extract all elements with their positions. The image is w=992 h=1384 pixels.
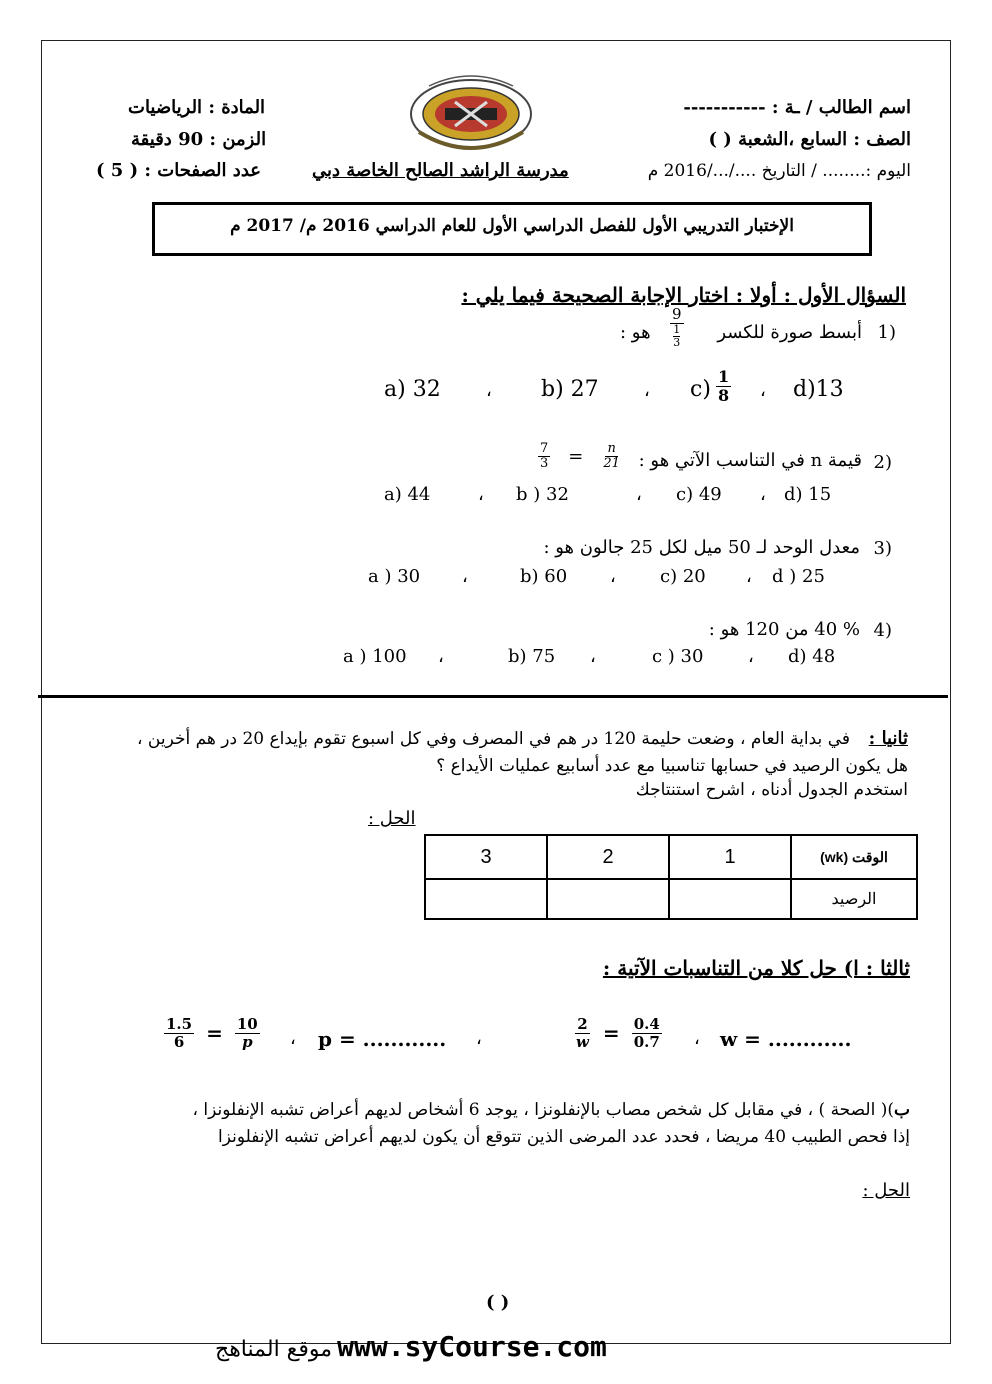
school-logo	[405, 72, 537, 152]
separator: ،	[610, 566, 616, 587]
table-row	[425, 879, 917, 919]
q1-heading: السؤال الأول : أولا : اختار الإجابة الصحيحة فيما يلي :	[461, 283, 906, 307]
q1-item2-f1-num: 7	[540, 441, 549, 456]
footer-url[interactable]: www.syCourse.com	[337, 1330, 607, 1363]
q1-item1-option-c: c)	[690, 377, 711, 402]
grade-section: الصف : السابع ،الشعبة ( )	[708, 129, 911, 150]
separator: ،	[438, 646, 444, 667]
q1-item1-frac-den-den: 3	[673, 335, 681, 349]
p1-a-num: 1.5	[166, 1015, 193, 1033]
q1-item1-frac-num: 9	[672, 305, 682, 323]
school-name: مدرسة الراشد الصالح الخاصة دبي	[312, 160, 569, 181]
q1-item2-f2-den: 21	[603, 456, 620, 472]
p-answer[interactable]: p = ............	[318, 1027, 447, 1051]
q1-item1-option-b: b) 27	[541, 377, 599, 402]
table-cell[interactable]	[547, 879, 669, 919]
q1-item2-option-d: d) 15	[784, 484, 832, 505]
table-cell[interactable]: 2	[547, 835, 669, 879]
q1-item3-num: 3)	[873, 538, 892, 559]
q2-line3: استخدم الجدول أدناه ، اشرح استنتاجك	[635, 780, 908, 800]
q2-solution-label: الحل :	[368, 808, 416, 829]
q1-item4-num: 4)	[873, 620, 892, 641]
student-name: اسم الطالب / ـة : -----------	[683, 97, 911, 118]
q1-item1-option-c-num: 1	[718, 367, 730, 386]
p1-b-den: p	[242, 1032, 253, 1051]
time-label-cell: الوقت (wk)	[791, 835, 917, 879]
p2-a-den: w	[576, 1032, 589, 1051]
balance-label-cell: الرصيد	[791, 879, 917, 919]
q1-item4-option-d: d) 48	[788, 646, 836, 667]
section-divider	[38, 695, 948, 698]
q2-line1: في بداية العام ، وضعت حليمة 120 در هم في المصرف وفي كل اسبوع تقوم بإيداع 20 در هم أخرين ،	[137, 729, 850, 749]
q1-item2-proportion	[538, 442, 622, 472]
p1-a-den: 6	[173, 1032, 185, 1051]
separator: ،	[746, 566, 752, 587]
page-number: ( )	[486, 1292, 510, 1313]
q3-proportion-1	[164, 1016, 260, 1050]
q1-item4-option-b: b) 75	[508, 646, 556, 667]
p2-a-num: 2	[577, 1015, 588, 1033]
q1-item1-option-c-fraction	[716, 368, 731, 404]
equals-sign: =	[568, 446, 584, 468]
page-count: عدد الصفحات : ( 5 )	[96, 160, 262, 181]
q1-item1-option-d: d)13	[793, 377, 844, 402]
separator: ،	[478, 484, 484, 505]
exam-time: الزمن : 90 دقيقة	[131, 129, 267, 150]
q1-item1-option-c-den: 8	[718, 385, 730, 405]
equals-sign: =	[602, 1021, 620, 1045]
q1-item1-num: 1)	[877, 322, 896, 343]
q1-item3-option-a: a ) 30	[368, 566, 421, 587]
separator: ،	[760, 484, 766, 505]
q1-item1-tail: هو :	[620, 322, 651, 343]
w-answer[interactable]: w = ............	[720, 1027, 852, 1051]
separator: ،	[486, 380, 492, 401]
q2-line2: هل يكون الرصيد في حسابها تناسبيا مع عدد أسابيع عمليات الأيداع ؟	[436, 756, 908, 776]
table-cell[interactable]: 3	[425, 835, 547, 879]
q1-item2-option-c: c) 49	[676, 484, 722, 505]
subject: المادة : الرياضيات	[128, 97, 266, 118]
table-cell[interactable]	[425, 879, 547, 919]
q3-part-b-text1: )( الصحة ) ، في مقابل كل شخص مصاب بالإنفلونزا ، يوجد 6 أشخاص لديهم أعراض تشبه الإنفلونزا ،	[192, 1100, 894, 1120]
separator: ،	[290, 1028, 296, 1049]
footer-arabic: موقع المناهج	[215, 1337, 333, 1362]
q1-item4-text: % 40 من 120 هو :	[708, 619, 860, 640]
separator: ،	[476, 1028, 482, 1049]
footer	[215, 1330, 607, 1363]
q1-item3-option-d: d ) 25	[772, 566, 825, 587]
q1-item2-f1-den: 3	[540, 456, 549, 472]
day-date: اليوم :........ / التاريخ ..../.../2016 م	[647, 161, 911, 181]
separator: ،	[760, 380, 766, 401]
q1-item1-text: أبسط صورة للكسر	[717, 322, 862, 343]
q1-item1-fraction	[670, 306, 684, 349]
q1-item2-option-b: b ) 32	[516, 484, 569, 505]
table-cell[interactable]: 1	[669, 835, 791, 879]
q3-heading: ثالثا : ا) حل كلا من التناسبات الآتية :	[602, 956, 910, 980]
table-cell[interactable]	[669, 879, 791, 919]
separator: ،	[636, 484, 642, 505]
balance-table	[424, 834, 918, 920]
q1-item3-option-c: c) 20	[660, 566, 706, 587]
p2-b-num: 0.4	[633, 1015, 660, 1033]
q1-item2-num: 2)	[873, 452, 892, 473]
q3-proportion-2	[574, 1016, 662, 1050]
exam-title: الإختبار التدريبي الأول للفصل الدراسي الأول للعام الدراسي 2016 م/ 2017 م	[230, 216, 794, 236]
q3-part-b-label: ب	[893, 1100, 910, 1120]
p2-b-den: 0.7	[633, 1032, 660, 1051]
q1-item2-text: قيمة n في التناسب الآتي هو :	[638, 450, 862, 471]
table-row	[425, 835, 917, 879]
q3-part-b-line2: إذا فحص الطبيب 40 مريضا ، فحدد عدد المرضى الذين تتوقع أن يكون لديهم أعراض تشبه الإنفلونزا	[218, 1127, 910, 1147]
separator: ،	[590, 646, 596, 667]
q3-solution-label: الحل :	[862, 1180, 910, 1201]
q1-item1-option-a: a) 32	[384, 377, 441, 402]
p1-b-num: 10	[236, 1015, 258, 1033]
q1-item2-f2-num: n	[607, 441, 616, 456]
separator: ،	[644, 380, 650, 401]
q1-item2-option-a: a) 44	[384, 484, 431, 505]
separator: ،	[748, 646, 754, 667]
q1-item1-frac-den-num: 1	[673, 322, 681, 336]
q3-part-b-line1	[193, 1100, 911, 1120]
q1-item3-text: معدل الوحد لـ 50 ميل لكل 25 جالون هو :	[543, 537, 860, 558]
q1-item4-option-a: a ) 100	[343, 646, 407, 667]
q2-label: ثانيا :	[868, 728, 908, 749]
equals-sign: =	[206, 1021, 223, 1045]
separator: ،	[462, 566, 468, 587]
q1-item4-option-c: c ) 30	[652, 646, 704, 667]
separator: ،	[694, 1028, 700, 1049]
q1-item3-option-b: b) 60	[520, 566, 568, 587]
